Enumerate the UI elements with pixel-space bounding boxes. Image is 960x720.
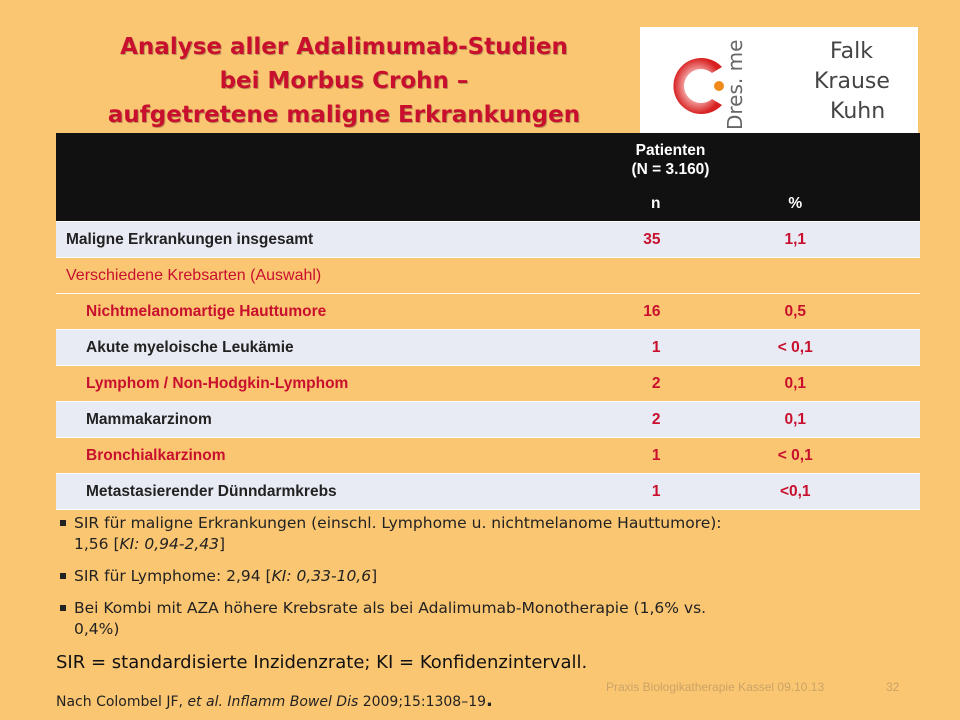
- table-row: Lymphom / Non-Hodgkin-Lymphom 2 0,1: [56, 366, 920, 402]
- source-citation: Nach Colombel JF, et al. Inflamm Bowel Dis 2009;15:1308–19.: [56, 690, 493, 711]
- header-n: n: [421, 187, 671, 222]
- logo-names: [814, 37, 890, 127]
- table-row: Bronchialkarzinom 1 < 0,1: [56, 438, 920, 474]
- title-line-3: aufgetretene maligne Erkrankungen: [107, 102, 581, 128]
- logo-name-3: Kuhn: [830, 99, 886, 124]
- table-header-row: [56, 133, 920, 187]
- abbreviation-footnote: SIR = standardisierte Inzidenzrate; KI = Konfidenzintervall.: [56, 652, 588, 673]
- square-bullet-icon: [60, 520, 66, 526]
- square-bullet-icon: [60, 605, 66, 611]
- logo-vertical-text: [718, 40, 750, 132]
- bullet-item: SIR für Lymphome: 2,94 [KI: 0,33-10,6]: [56, 566, 816, 587]
- table-row: Nichtmelanomartige Hauttumore 16 0,5: [56, 294, 920, 330]
- header-patients: Patienten (N = 3.160): [421, 133, 920, 187]
- logo-name-1: Falk: [830, 39, 873, 64]
- page-number: 32: [886, 680, 900, 694]
- table-row: Akute myeloische Leukämie 1 < 0,1: [56, 330, 920, 366]
- header-percent: %: [671, 187, 921, 222]
- title-line-1: Analyse aller Adalimumab-Studien: [120, 34, 568, 60]
- bullet-list: [56, 513, 816, 651]
- title-line-2: bei Morbus Crohn –: [219, 68, 469, 94]
- table-subheader-row: [56, 187, 920, 222]
- bullet-item: SIR für maligne Erkrankungen (einschl. Lymphome u. nichtmelanome Hauttumore): 1,56 [KI: 0,94-2,43]: [56, 513, 816, 555]
- table-row: Maligne Erkrankungen insgesamt 35 1,1: [56, 222, 920, 258]
- logo-name-2: Krause: [814, 69, 890, 94]
- table-row: Mammakarzinom 2 0,1: [56, 402, 920, 438]
- square-bullet-icon: [60, 573, 66, 579]
- table-section-row: Verschiedene Krebsarten (Auswahl): [56, 258, 920, 294]
- footer-text: Praxis Biologikatherapie Kassel 09.10.13: [606, 680, 825, 694]
- table-row: Metastasierender Dünndarmkrebs 1 <0,1: [56, 474, 920, 510]
- logo-dres-med: Dres. med.: [723, 40, 747, 130]
- bullet-item: Bei Kombi mit AZA höhere Krebsrate als bei Adalimumab-Monotherapie (1,6% vs. 0,4%): [56, 598, 816, 640]
- slide-title: [64, 30, 624, 132]
- malignancy-table: [56, 133, 920, 510]
